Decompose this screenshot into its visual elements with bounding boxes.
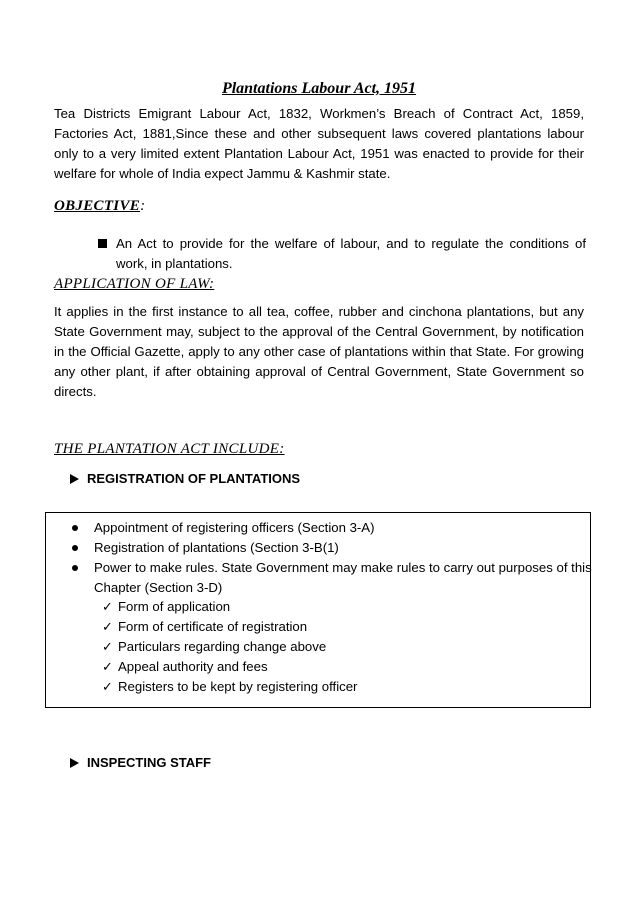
registration-check-list xyxy=(102,597,357,697)
list-item: ✓ Particulars regarding change above xyxy=(102,637,357,657)
include-heading: THE PLANTATION ACT INCLUDE: xyxy=(54,441,285,457)
list-item: ✓ Registers to be kept by registering officer xyxy=(102,677,357,697)
application-heading: APPLICATION OF LAW: xyxy=(54,276,215,292)
arrow-bullet-icon xyxy=(70,474,79,484)
square-bullet-icon xyxy=(98,239,107,248)
objective-heading xyxy=(54,198,145,215)
registration-bullet-list xyxy=(82,518,592,598)
intro-paragraph: Tea Districts Emigrant Labour Act, 1832, Workmen’s Breach of Contract Act, 1859, Factories Act, 1881,Since these and other subsequent laws covered plantations labour only to a very limited extent Plantation Labour Act, 1951 was enacted to provide for their welfare for whole of India expect Jammu & Kashmir state. xyxy=(54,106,584,181)
document-title: Plantations Labour Act, 1951 xyxy=(221,80,417,97)
registration-heading xyxy=(70,471,300,486)
list-item: Appointment of registering officers (Section 3-A) xyxy=(82,518,592,538)
checkmark-icon: ✓ xyxy=(102,599,113,614)
application-paragraph: It applies in the first instance to all tea, coffee, rubber and cinchona plantations, but any State Government may, subject to the approval of the Central Government, by notification in the Official Gazette, apply to any other case of plantations within that State. For growing any other plant, if after obtaining approval of Central Government, State Government so directs. xyxy=(54,304,584,399)
list-item: ✓ Form of certificate of registration xyxy=(102,617,357,637)
bullet-dot-icon xyxy=(72,525,78,531)
checkmark-icon: ✓ xyxy=(102,639,113,654)
objective-item-text: An Act to provide for the welfare of labour, and to regulate the conditions of work, in plantations. xyxy=(116,236,586,271)
checkmark-icon: ✓ xyxy=(102,679,113,694)
list-item: Power to make rules. State Government may make rules to carry out purposes of this Chapter (Section 3-D) xyxy=(82,558,592,598)
registration-heading-text: REGISTRATION OF PLANTATIONS xyxy=(87,471,301,486)
objective-heading-text: OBJECTIVE xyxy=(54,198,141,214)
checkmark-icon: ✓ xyxy=(102,619,113,634)
inspecting-heading xyxy=(70,755,211,770)
bullet-dot-icon xyxy=(72,545,78,551)
arrow-bullet-icon xyxy=(70,758,79,768)
bullet-dot-icon xyxy=(72,565,78,571)
checkmark-icon: ✓ xyxy=(102,659,113,674)
list-item: Registration of plantations (Section 3-B(1) xyxy=(82,538,592,558)
list-item: ✓ Appeal authority and fees xyxy=(102,657,357,677)
objective-colon: : xyxy=(140,198,146,214)
list-item: ✓ Form of application xyxy=(102,597,357,617)
inspecting-heading-text: INSPECTING STAFF xyxy=(87,755,211,770)
